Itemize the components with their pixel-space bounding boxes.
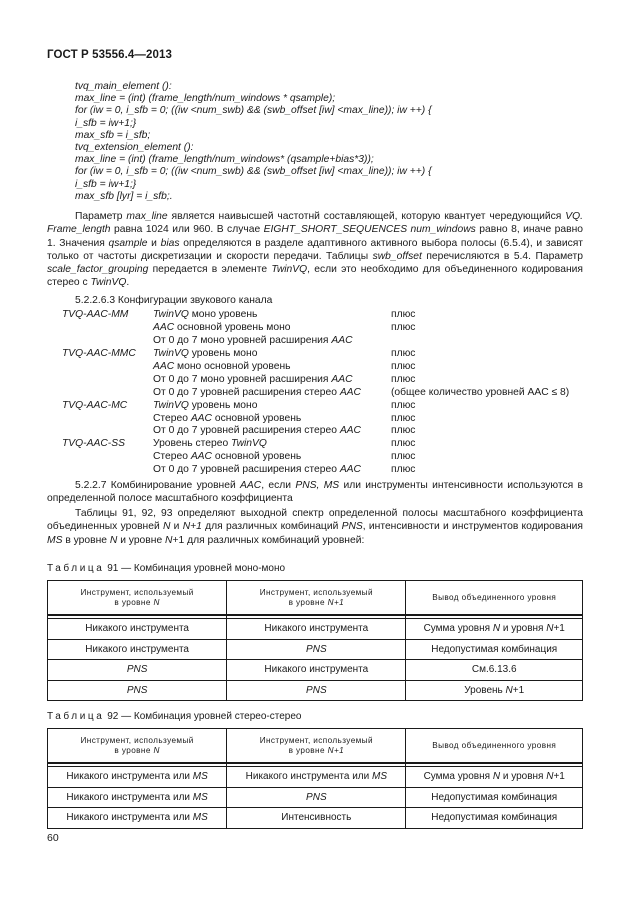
table-header-row	[48, 729, 583, 764]
channel-config-list	[62, 309, 592, 477]
config-note: (общее количество уровней AAC ≤ 8)	[391, 386, 570, 398]
config-note: плюс	[391, 425, 416, 437]
config-note: плюс	[391, 399, 416, 411]
config-note: плюс	[391, 451, 416, 463]
code-line: max_sfb = i_sfb;	[75, 129, 151, 141]
paragraph-max-line: Параметр max_line является наивысшей частотнй составляющей, которую квантует чередующийся VQ. Frame_length равна 1024 или 960. В случае EIGHT_SHORT_SEQUENCES num_windows равно 8, иначе равно 1. Значения qsample и bias определяются в разделе адаптивного активного выбора полосы (6.5.4), и зависят только от частоты дискретизации и скорости передачи. Таблицы swb_offset перечисляются в 5.4. Параметр scale_factor_grouping передается в элементе TwinVQ, если это необходимо для объединенного кодирования стерео с TwinVQ.	[47, 211, 584, 289]
table-cell: См.6.13.6	[406, 660, 583, 681]
table-cell: Недопустимая комбинация	[406, 639, 583, 660]
config-note: плюс	[391, 412, 416, 424]
column-header: Вывод объединенного уровня	[406, 581, 583, 616]
table-cell: Недопустимая комбинация	[406, 787, 583, 808]
code-line: i_sfb = iw+1;}	[75, 178, 137, 190]
config-description: AAC основной уровень моно	[153, 321, 291, 333]
table-row	[48, 808, 583, 829]
config-description: От 0 до 7 моно уровней расширения AAC	[153, 373, 353, 385]
table-header-row	[48, 581, 583, 616]
code-line: max_sfb [lyr] = i_sfb;.	[75, 190, 173, 202]
code-line: max_line = (int) (frame_length/num_windows * qsample);	[75, 93, 336, 105]
config-description: AAC моно основной уровень	[153, 360, 291, 372]
table-cell: PNS	[48, 680, 227, 701]
config-description: Стерео AAC основной уровень	[153, 412, 302, 424]
config-description: Стерео AAC основной уровень	[153, 451, 302, 463]
config-note: плюс	[391, 321, 416, 333]
table-row	[48, 639, 583, 660]
paragraph-tables: Таблицы 91, 92, 93 определяют выходной спектр определенной полосы масштабного коэффициента объединенных уровней N и N+1 для различных комбинаций PNS, интенсивности и инструментов кодирования MS в уровне N и уровне N+1 для различных комбинаций уровней:	[47, 508, 583, 546]
column-header: Инструмент, используемый в уровне N+1	[227, 581, 406, 616]
code-line: max_line = (int) (frame_length/num_windows* (qsample+bias*3));	[75, 154, 374, 166]
table-cell: Недопустимая комбинация	[406, 808, 583, 829]
document-header: ГОСТ Р 53556.4—2013	[47, 49, 172, 61]
code-line: for (iw = 0, i_sfb = 0; ((iw <num_swb) && (swb_offset [iw] <max_line)); iw ++) {	[75, 105, 432, 117]
config-description: От 0 до 7 уровней расширения стерео AAC	[153, 425, 361, 437]
column-header: Инструмент, используемый в уровне N	[48, 729, 227, 764]
column-header: Инструмент, используемый в уровне N	[48, 581, 227, 616]
code-line: for (iw = 0, i_sfb = 0; ((iw <num_swb) && (swb_offset [iw] <max_line)); iw ++) {	[75, 166, 432, 178]
table-row	[48, 680, 583, 701]
table-row	[48, 767, 583, 788]
config-description: TwinVQ моно уровень	[153, 309, 258, 320]
table-cell: Никакого инструмента	[48, 639, 227, 660]
config-row	[62, 348, 592, 361]
table-row	[48, 787, 583, 808]
config-row	[62, 322, 592, 335]
table-cell: Никакого инструмента или MS	[48, 767, 227, 788]
config-description: TwinVQ уровень моно	[153, 347, 258, 359]
table-92-caption: Таблица 92 — Комбинация уровней стерео-стерео	[47, 711, 302, 722]
page-number: 60	[47, 832, 59, 844]
column-header: Вывод объединенного уровня	[406, 729, 583, 764]
table-cell: PNS	[227, 639, 406, 660]
table-cell: Никакого инструмента	[48, 619, 227, 640]
table-row	[48, 619, 583, 640]
table-cell: Сумма уровня N и уровня N+1	[406, 619, 583, 640]
config-mode: TVQ-AAC-MM	[62, 309, 129, 320]
code-line: tvq_main_element ():	[75, 81, 172, 92]
config-row	[62, 425, 592, 438]
table-cell: PNS	[48, 660, 227, 681]
table-91-caption: Таблица 91 — Комбинация уровней моно-моно	[47, 563, 286, 574]
column-header: Инструмент, используемый в уровне N+1	[227, 729, 406, 764]
config-note: плюс	[391, 309, 416, 320]
table-cell: PNS	[227, 787, 406, 808]
table-91	[47, 580, 583, 701]
section-heading: 5.2.2.6.3 Конфигурации звукового канала	[75, 295, 273, 306]
config-note: плюс	[391, 464, 416, 476]
config-row	[62, 451, 592, 464]
table-92	[47, 728, 583, 829]
config-description: От 0 до 7 уровней расширения стерео AAC	[153, 464, 361, 476]
config-description: TwinVQ уровень моно	[153, 399, 258, 411]
table-cell: Никакого инструмента	[227, 660, 406, 681]
table-cell: PNS	[227, 680, 406, 701]
config-description: Уровень стерео TwinVQ	[153, 438, 267, 450]
code-line: tvq_extension_element ():	[75, 142, 194, 154]
config-mode: TVQ-AAC-MMC	[62, 347, 136, 359]
config-note: плюс	[391, 373, 416, 385]
config-row	[62, 335, 592, 348]
config-row	[62, 374, 592, 387]
config-row	[62, 400, 592, 413]
table-cell: Сумма уровня N и уровня N+1	[406, 767, 583, 788]
config-row	[62, 361, 592, 374]
config-row	[62, 309, 592, 322]
config-mode: TVQ-AAC-SS	[62, 438, 125, 450]
config-note: плюс	[391, 347, 416, 359]
config-note: плюс	[391, 360, 416, 372]
table-cell: Никакого инструмента или MS	[227, 767, 406, 788]
config-description: От 0 до 7 моно уровней расширения AAC	[153, 334, 353, 346]
config-row	[62, 464, 592, 477]
table-row	[48, 660, 583, 681]
config-row	[62, 438, 592, 451]
config-row	[62, 387, 592, 400]
config-mode: TVQ-AAC-MC	[62, 399, 128, 411]
table-cell: Никакого инструмента	[227, 619, 406, 640]
config-description: От 0 до 7 уровней расширения стерео AAC	[153, 386, 361, 398]
config-row	[62, 413, 592, 426]
config-note: плюс	[391, 438, 416, 450]
table-cell: Уровень N+1	[406, 680, 583, 701]
table-cell: Интенсивность	[227, 808, 406, 829]
paragraph-combining: 5.2.2.7 Комбинирование уровней AAC, если PNS, MS или инструменты интенсивности используются в определенной полосе масштабного коэффициента	[47, 480, 584, 505]
table-cell: Никакого инструмента или MS	[48, 787, 227, 808]
code-block	[75, 81, 595, 203]
code-line: i_sfb = iw+1;}	[75, 117, 137, 129]
table-cell: Никакого инструмента или MS	[48, 808, 227, 829]
